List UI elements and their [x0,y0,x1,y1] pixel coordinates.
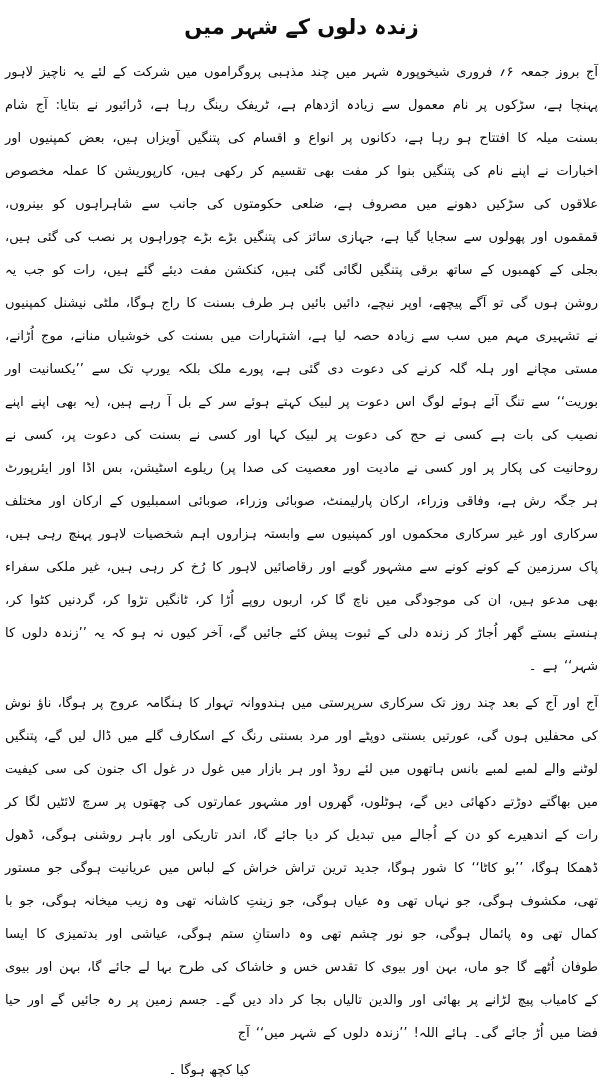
article-title: زندہ دلوں کے شہر میں [184,15,419,39]
article-paragraph-1: آج بروز جمعہ ۶؍ فروری شیخوپورہ شہر میں چند مذہبی پروگراموں میں شرکت کے لئے یہ ناچیز لاہور پہنچا ہے، سڑکوں پر نام معمول سے زیادہ اژدھام ہے، ٹریفک رینگ رہا ہے، ڈرائیور نے بتایا: آج شام بسنت میلہ کا افتتاح ہو رہا ہے، دکانوں پر انواع و اقسام کی پتنگیں آویزاں ہیں، بعض کمپنیوں اور اخبارات نے اپنے نام کی پتنگیں بنوا کر مفت بھی تقسیم کر رکھی ہیں، کارپوریشن کا عملہ مخصوص علاقوں کی سڑکیں دھونے میں مصروف ہے، ضلعی حکومتوں کی جانب سے شاہراہوں کو بینروں، قمقموں اور پھولوں سے سجایا گیا ہے، جہازی سائز کی پتنگیں بڑے بڑے چوراہوں پر نصب کی گئی ہیں، بجلی کے کھمبوں کے ساتھ برقی پتنگیں لگائی گئی ہیں، کنکشن مفت دیئے گئے ہیں، رات کو جب یہ روشن ہوں گی تو آگے پیچھے، اوپر نیچے، دائیں بائیں ہر طرف بسنت کا راج ہوگا، ملٹی نیشنل کمپنیوں نے تشہیری مہم میں سب سے زیادہ حصہ لیا ہے، اشتہارات میں بسنت کی خوشیاں منانے، موج اُڑانے، مستی مچانے اور ہلہ گلہ کرنے کی دعوت دی گئی ہے، پورے ملک بلکہ یورپ تک سے ’’یکسانیت اور بوریت‘‘ سے تنگ آئے ہوئے لوگ اس دعوت پر لبیک کہتے ہوئے سر کے بل آ رہے ہیں، (یہ بھی اپنے اپنے نصیب کی بات ہے کسی نے حج کی دعوت پر لبیک کہا اور کسی نے بسنت کی دعوت پر، کسی نے روحانیت کی پکار پر اور کسی نے مادیت اور معصیت کی صدا پر) ریلوے اسٹیشن، بس اڈا اور ایئرپورٹ ہر جگہ رش ہے، وفاقی وزراء، ارکان پارلیمنٹ، صوبائی وزراء، صوبائی اسمبلیوں کے ارکان اور مختلف سرکاری اور غیر سرکاری محکموں اور کمپنیوں سے وابستہ ہزاروں اہم شخصیات لاہور پہنچ رہی ہیں، پاک سرزمین کے کونے کونے سے مشہور گویے اور رقاصائیں لاہور کا رُخ کر رہی ہیں، غیر ملکی سفراء بھی مدعو ہیں، ان کی موجودگی میں ناچ گا کر، اربوں روپے اُڑا کر، ٹانگیں تڑوا کر، گردنیں کٹوا کر، ہنستے بستے گھر اُجاڑ کر زندہ دلی کے ثبوت پیش کئے جائیں گے، آخر کیوں نہ ہو کہ یہ ’’زندہ دلوں کا شہر‘‘ ہے ۔ [5,64,599,674]
article-closing-line: کیا کچھ ہوگا ۔ [168,1062,250,1078]
article-paragraph-2: آج اور آج کے بعد چند روز تک سرکاری سرپرستی میں ہندووانہ تہوار کا ہنگامہ عروج پر ہوگا، ناؤ نوش کی محفلیں ہوں گی، عورتیں بسنتی دوپٹے اور مرد بسنتی رنگ کے اسکارف گلے میں ڈال لیں گے، پتنگیں لوٹنے والے لمبے لمبے بانس ہاتھوں میں لئے روڈ اور ہر بازار میں غول در غول اک جنون کی سی کیفیت میں بھاگتے دوڑتے دکھائی دیں گے، ہوٹلوں، گھروں اور مشہور عمارتوں کی چھتوں پر سرچ لائٹیں لگا کر رات کے اندھیرے کو دن کے اُجالے میں تبدیل کر دیا جائے گا، اندر تاریکی اور باہر روشنی ہوگی، ڈھول ڈھمکا ہوگا، ’’بو کاٹا‘‘ کا شور ہوگا، جدید ترین تراش خراش کے لباس میں عریانیت ہوگی جو مستور تھی، مکشوف ہوگی، جو نہاں تھی وہ عیاں ہوگی، جو زینتِ کاشانہ تھی وہ زیب میخانہ ہوگی، جو با کمال تھی وہ پائمال ہوگی، جو نور چشم تھی وہ داستانِ ستم ہوگی، عیاشی اور بدتمیزی کا ایسا طوفان اُٹھے گا جو ماں، بہن اور بیوی کا تقدس خس و خاشاک کی طرح بہا لے جائے گا، بہن اور بیوی کے کامیاب پیچ لڑانے پر بھائی اور والدین تالیاں بجا کر داد دیں گے۔ جسم زمین پر رہ جائیں گے اور حیا فضا میں اُڑ جائے گی۔ ہائے اللہ! ’’زندہ دلوں کے شہر میں‘‘ آج [5,695,598,1041]
